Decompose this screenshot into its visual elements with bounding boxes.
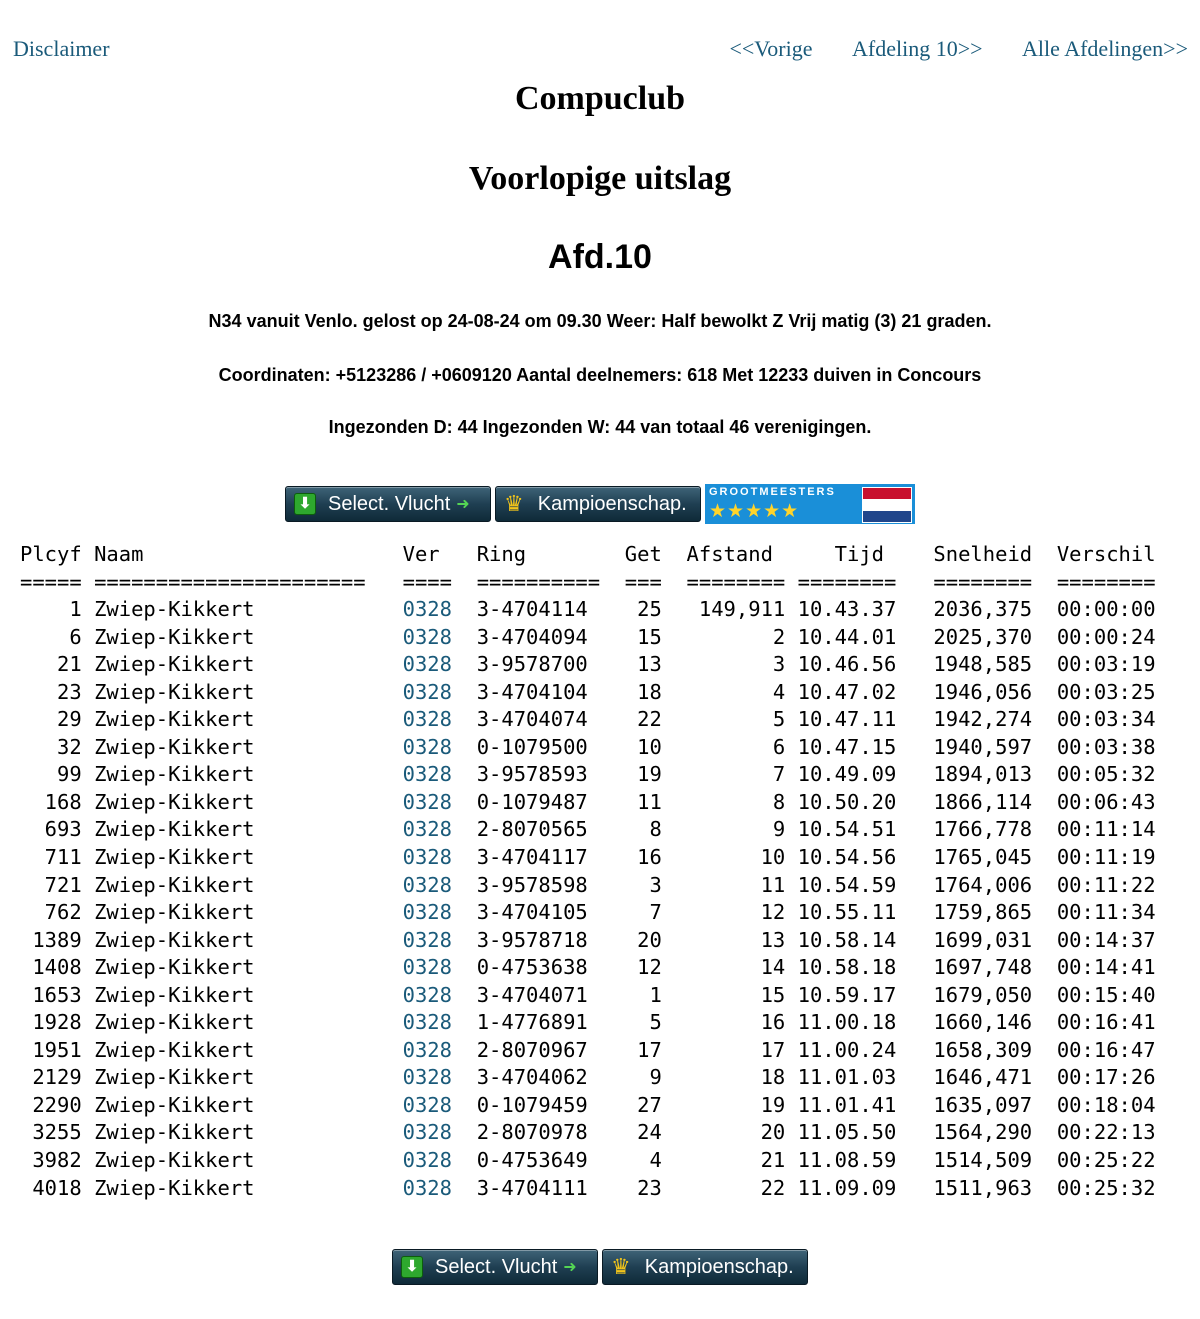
cell-naam: Zwiep-Kikkert	[94, 707, 366, 732]
cell-verschil: 00:11:34	[1056, 900, 1156, 925]
cell-afstand: 6	[686, 734, 786, 759]
cell-naam: Zwiep-Kikkert	[94, 679, 366, 704]
cell-afstand: 17	[686, 1037, 786, 1062]
header-ring: Ring	[476, 542, 601, 566]
cell-ring: 1-4776891	[476, 1010, 601, 1035]
cell-naam: Zwiep-Kikkert	[94, 652, 366, 677]
separator-ring: ==========	[476, 569, 601, 594]
cell-snelheid: 1942,274	[933, 707, 1033, 732]
cell-afstand: 21	[686, 1148, 786, 1173]
cell-get: 27	[624, 1092, 662, 1117]
cell-tijd: 10.54.59	[797, 872, 897, 897]
cell-ver[interactable]: 0328	[402, 652, 452, 677]
cell-get: 17	[624, 1037, 662, 1062]
separator-get: ===	[624, 569, 662, 594]
cell-ver[interactable]: 0328	[402, 955, 452, 980]
cell-afstand: 9	[686, 817, 786, 842]
cell-ver[interactable]: 0328	[402, 679, 452, 704]
cell-get: 16	[624, 845, 662, 870]
cell-verschil: 00:05:32	[1056, 762, 1156, 787]
cell-get: 18	[624, 679, 662, 704]
table-row	[20, 1010, 1156, 1034]
cell-get: 1	[624, 982, 662, 1007]
table-row	[20, 873, 1156, 897]
separator-afstand: ========	[686, 569, 786, 594]
cell-tijd: 10.58.14	[797, 927, 897, 952]
cell-plcyf: 1408	[20, 955, 82, 980]
cell-tijd: 10.47.11	[797, 707, 897, 732]
cell-tijd: 10.54.51	[797, 817, 897, 842]
cell-verschil: 00:14:41	[1056, 955, 1156, 980]
table-row	[20, 707, 1156, 731]
cell-naam: Zwiep-Kikkert	[94, 1065, 366, 1090]
table-row	[20, 1120, 1156, 1144]
grootmeesters-badge[interactable]	[705, 484, 915, 524]
table-row	[20, 680, 1156, 704]
cell-ring: 0-4753649	[476, 1148, 601, 1173]
cell-ring: 3-4704111	[476, 1175, 601, 1200]
select-vlucht-label: Select. Vlucht	[435, 1255, 558, 1278]
cell-get: 13	[624, 652, 662, 677]
header-tijd: Tijd	[797, 542, 897, 566]
cell-plcyf: 3255	[20, 1120, 82, 1145]
cell-get: 5	[624, 1010, 662, 1035]
grootmeesters-label: GROOTMEESTERS	[709, 486, 836, 498]
cell-ring: 3-4704074	[476, 707, 601, 732]
cell-snelheid: 1766,778	[933, 817, 1033, 842]
cell-snelheid: 1866,114	[933, 789, 1033, 814]
cell-ring: 3-4704094	[476, 624, 601, 649]
cell-verschil: 00:16:41	[1056, 1010, 1156, 1035]
cell-tijd: 11.00.18	[797, 1010, 897, 1035]
flight-info: N34 vanuit Venlo. gelost op 24-08-24 om 09.30 Weer: Half bewolkt Z Vrij matig (3) 21 graden.	[208, 311, 992, 331]
cell-plcyf: 1389	[20, 927, 82, 952]
bottom-button-row	[0, 1249, 1200, 1285]
cell-verschil: 00:00:24	[1056, 624, 1156, 649]
cell-tijd: 10.59.17	[797, 982, 897, 1007]
cell-plcyf: 32	[20, 734, 82, 759]
cell-naam: Zwiep-Kikkert	[94, 845, 366, 870]
cell-get: 4	[624, 1148, 662, 1173]
cell-naam: Zwiep-Kikkert	[94, 1120, 366, 1145]
cell-plcyf: 1653	[20, 982, 82, 1007]
cell-afstand: 3	[686, 652, 786, 677]
cell-plcyf: 3982	[20, 1148, 82, 1173]
cell-snelheid: 1514,509	[933, 1148, 1033, 1173]
separator-snelheid: ========	[933, 569, 1033, 594]
cell-snelheid: 1635,097	[933, 1092, 1033, 1117]
disclaimer-link[interactable]: Disclaimer	[13, 36, 110, 61]
cell-snelheid: 1946,056	[933, 679, 1033, 704]
download-icon: ⬇	[294, 493, 316, 515]
cell-ring: 0-1079487	[476, 789, 601, 814]
cell-snelheid: 2036,375	[933, 597, 1033, 622]
cell-verschil: 00:11:22	[1056, 872, 1156, 897]
cell-verschil: 00:17:26	[1056, 1065, 1156, 1090]
kampioenschap-button[interactable]	[602, 1249, 808, 1285]
cell-get: 7	[624, 900, 662, 925]
header-ver: Ver	[402, 542, 452, 566]
cell-snelheid: 1894,013	[933, 762, 1033, 787]
cell-ver[interactable]: 0328	[402, 845, 452, 870]
cell-verschil: 00:03:34	[1056, 707, 1156, 732]
page-nav-links	[695, 36, 1188, 62]
cell-ver[interactable]: 0328	[402, 1010, 452, 1035]
cell-ring: 3-9578718	[476, 927, 601, 952]
table-row	[20, 597, 1156, 621]
header-plcyf: Plcyf	[20, 542, 82, 566]
cell-get: 23	[624, 1175, 662, 1200]
cell-plcyf: 21	[20, 652, 82, 677]
cell-get: 11	[624, 789, 662, 814]
kampioenschap-label: Kampioenschap.	[537, 492, 687, 515]
header-snelheid: Snelheid	[933, 542, 1033, 566]
cell-naam: Zwiep-Kikkert	[94, 597, 366, 622]
table-header	[20, 542, 1156, 566]
results-table	[20, 541, 1156, 1202]
cell-get: 22	[624, 707, 662, 732]
next-afdeling-link[interactable]: Afdeling 10>>	[852, 36, 983, 61]
cell-ver[interactable]: 0328	[402, 982, 452, 1007]
cell-afstand: 22	[686, 1175, 786, 1200]
table-row	[20, 1065, 1156, 1089]
afdeling-title: Afd.10	[548, 238, 652, 276]
kampioenschap-label: Kampioenschap.	[644, 1255, 794, 1278]
cell-afstand: 12	[686, 900, 786, 925]
cell-ver[interactable]: 0328	[402, 597, 452, 622]
separator-naam: ======================	[94, 569, 366, 594]
cell-tijd: 11.01.41	[797, 1092, 897, 1117]
cell-ring: 3-4704062	[476, 1065, 601, 1090]
table-row	[20, 900, 1156, 924]
cell-verschil: 00:00:00	[1056, 597, 1156, 622]
cell-ver[interactable]: 0328	[402, 900, 452, 925]
cell-afstand: 5	[686, 707, 786, 732]
header-verschil: Verschil	[1056, 542, 1156, 566]
cell-plcyf: 99	[20, 762, 82, 787]
submission-info: Ingezonden D: 44 Ingezonden W: 44 van totaal 46 verenigingen.	[328, 417, 872, 437]
cell-tijd: 10.54.56	[797, 845, 897, 870]
cell-ver[interactable]: 0328	[402, 1120, 452, 1145]
cell-ring: 0-4753638	[476, 955, 601, 980]
header-get: Get	[624, 542, 662, 566]
cell-naam: Zwiep-Kikkert	[94, 734, 366, 759]
cell-snelheid: 1646,471	[933, 1065, 1033, 1090]
all-afdelingen-link[interactable]: Alle Afdelingen>>	[1022, 36, 1188, 61]
cell-ver[interactable]: 0328	[402, 1092, 452, 1117]
cell-plcyf: 693	[20, 817, 82, 842]
cell-afstand: 149,911	[686, 597, 786, 622]
stars-icon: ★★★★★	[709, 501, 800, 522]
cell-ver[interactable]: 0328	[402, 1175, 452, 1200]
separator-tijd: ========	[797, 569, 897, 594]
top-button-row	[0, 486, 1200, 524]
crown-icon: ♛	[504, 491, 524, 516]
table-row	[20, 762, 1156, 786]
cell-get: 25	[624, 597, 662, 622]
select-vlucht-button[interactable]	[285, 486, 491, 522]
cell-verschil: 00:18:04	[1056, 1092, 1156, 1117]
kampioenschap-button[interactable]	[495, 486, 701, 522]
cell-ver[interactable]: 0328	[402, 1065, 452, 1090]
table-separator	[20, 570, 1156, 594]
cell-ring: 2-8070967	[476, 1037, 601, 1062]
cell-plcyf: 2129	[20, 1065, 82, 1090]
cell-get: 15	[624, 624, 662, 649]
cell-verschil: 00:03:19	[1056, 652, 1156, 677]
cell-naam: Zwiep-Kikkert	[94, 624, 366, 649]
cell-afstand: 2	[686, 624, 786, 649]
club-title: Compuclub	[514, 80, 686, 117]
table-row	[20, 817, 1156, 841]
cell-naam: Zwiep-Kikkert	[94, 900, 366, 925]
cell-verschil: 00:11:14	[1056, 817, 1156, 842]
cell-get: 12	[624, 955, 662, 980]
cell-afstand: 20	[686, 1120, 786, 1145]
netherlands-flag-icon	[862, 487, 912, 523]
cell-tijd: 10.47.15	[797, 734, 897, 759]
table-row	[20, 845, 1156, 869]
cell-plcyf: 721	[20, 872, 82, 897]
cell-get: 9	[624, 1065, 662, 1090]
cell-tijd: 10.49.09	[797, 762, 897, 787]
cell-verschil: 00:25:22	[1056, 1148, 1156, 1173]
crown-icon: ♛	[611, 1254, 631, 1279]
header-afstand: Afstand	[686, 542, 786, 566]
cell-verschil: 00:25:32	[1056, 1175, 1156, 1200]
cell-snelheid: 1697,748	[933, 955, 1033, 980]
cell-naam: Zwiep-Kikkert	[94, 762, 366, 787]
cell-verschil: 00:22:13	[1056, 1120, 1156, 1145]
cell-verschil: 00:11:19	[1056, 845, 1156, 870]
cell-snelheid: 1511,963	[933, 1175, 1033, 1200]
coordinates-info: Coordinaten: +5123286 / +0609120 Aantal deelnemers: 618 Met 12233 duiven in Concours	[218, 365, 982, 385]
cell-naam: Zwiep-Kikkert	[94, 1148, 366, 1173]
cell-afstand: 7	[686, 762, 786, 787]
cell-naam: Zwiep-Kikkert	[94, 1037, 366, 1062]
cell-snelheid: 1764,006	[933, 872, 1033, 897]
cell-plcyf: 1951	[20, 1037, 82, 1062]
cell-ring: 2-8070978	[476, 1120, 601, 1145]
cell-plcyf: 4018	[20, 1175, 82, 1200]
cell-snelheid: 1564,290	[933, 1120, 1033, 1145]
previous-link[interactable]: <<Vorige	[729, 36, 813, 61]
separator-plcyf: =====	[20, 569, 82, 594]
cell-verschil: 00:03:25	[1056, 679, 1156, 704]
cell-ver[interactable]: 0328	[402, 707, 452, 732]
cell-naam: Zwiep-Kikkert	[94, 1175, 366, 1200]
cell-naam: Zwiep-Kikkert	[94, 955, 366, 980]
cell-plcyf: 711	[20, 845, 82, 870]
select-vlucht-button[interactable]	[392, 1249, 598, 1285]
cell-tijd: 11.09.09	[797, 1175, 897, 1200]
cell-snelheid: 1658,309	[933, 1037, 1033, 1062]
cell-tijd: 11.01.03	[797, 1065, 897, 1090]
cell-afstand: 16	[686, 1010, 786, 1035]
cell-get: 19	[624, 762, 662, 787]
cell-afstand: 18	[686, 1065, 786, 1090]
cell-ver[interactable]: 0328	[402, 762, 452, 787]
cell-get: 8	[624, 817, 662, 842]
cell-get: 20	[624, 927, 662, 952]
cell-naam: Zwiep-Kikkert	[94, 872, 366, 897]
top-navigation	[0, 36, 1200, 66]
table-row	[20, 1176, 1156, 1200]
cell-ring: 3-9578593	[476, 762, 601, 787]
cell-afstand: 13	[686, 927, 786, 952]
cell-snelheid: 1660,146	[933, 1010, 1033, 1035]
cell-naam: Zwiep-Kikkert	[94, 927, 366, 952]
cell-get: 3	[624, 872, 662, 897]
table-row	[20, 983, 1156, 1007]
cell-verschil: 00:15:40	[1056, 982, 1156, 1007]
cell-naam: Zwiep-Kikkert	[94, 817, 366, 842]
cell-tijd: 10.43.37	[797, 597, 897, 622]
cell-snelheid: 1765,045	[933, 845, 1033, 870]
table-row	[20, 735, 1156, 759]
cell-afstand: 11	[686, 872, 786, 897]
cell-naam: Zwiep-Kikkert	[94, 1092, 366, 1117]
cell-ring: 0-1079500	[476, 734, 601, 759]
cell-plcyf: 2290	[20, 1092, 82, 1117]
table-row	[20, 955, 1156, 979]
table-row	[20, 928, 1156, 952]
download-icon: ⬇	[401, 1256, 423, 1278]
cell-verschil: 00:16:47	[1056, 1037, 1156, 1062]
separator-verschil: ========	[1056, 569, 1156, 594]
cell-tijd: 10.58.18	[797, 955, 897, 980]
cell-verschil: 00:03:38	[1056, 734, 1156, 759]
table-row	[20, 1148, 1156, 1172]
cell-plcyf: 1928	[20, 1010, 82, 1035]
cell-snelheid: 1948,585	[933, 652, 1033, 677]
cell-plcyf: 29	[20, 707, 82, 732]
cell-plcyf: 762	[20, 900, 82, 925]
table-row	[20, 652, 1156, 676]
cell-tijd: 10.55.11	[797, 900, 897, 925]
cell-afstand: 8	[686, 789, 786, 814]
cell-tijd: 11.00.24	[797, 1037, 897, 1062]
cell-snelheid: 1679,050	[933, 982, 1033, 1007]
table-row	[20, 625, 1156, 649]
cell-afstand: 14	[686, 955, 786, 980]
cell-tijd: 10.44.01	[797, 624, 897, 649]
cell-plcyf: 23	[20, 679, 82, 704]
cell-ring: 3-4704105	[476, 900, 601, 925]
cell-afstand: 19	[686, 1092, 786, 1117]
select-vlucht-label: Select. Vlucht	[328, 492, 451, 515]
table-row	[20, 1038, 1156, 1062]
cell-naam: Zwiep-Kikkert	[94, 789, 366, 814]
cell-ring: 3-4704114	[476, 597, 601, 622]
cell-ring: 3-4704071	[476, 982, 601, 1007]
cell-tijd: 11.08.59	[797, 1148, 897, 1173]
cell-ver[interactable]: 0328	[402, 789, 452, 814]
cell-afstand: 15	[686, 982, 786, 1007]
cell-ver[interactable]: 0328	[402, 872, 452, 897]
cell-ver[interactable]: 0328	[402, 1148, 452, 1173]
cell-plcyf: 1	[20, 597, 82, 622]
page-title: Voorlopige uitslag	[468, 160, 732, 197]
cell-ring: 0-1079459	[476, 1092, 601, 1117]
cell-snelheid: 1759,865	[933, 900, 1033, 925]
cell-ver[interactable]: 0328	[402, 734, 452, 759]
cell-snelheid: 1940,597	[933, 734, 1033, 759]
cell-tijd: 10.50.20	[797, 789, 897, 814]
cell-tijd: 11.05.50	[797, 1120, 897, 1145]
table-row	[20, 790, 1156, 814]
cell-get: 24	[624, 1120, 662, 1145]
cell-ver[interactable]: 0328	[402, 1037, 452, 1062]
cell-ring: 2-8070565	[476, 817, 601, 842]
cell-tijd: 10.46.56	[797, 652, 897, 677]
cell-snelheid: 2025,370	[933, 624, 1033, 649]
header-naam: Naam	[94, 542, 366, 566]
cell-get: 10	[624, 734, 662, 759]
cell-tijd: 10.47.02	[797, 679, 897, 704]
table-row	[20, 1093, 1156, 1117]
cell-ver[interactable]: 0328	[402, 817, 452, 842]
cell-ring: 3-4704117	[476, 845, 601, 870]
arrow-right-icon: ➜	[563, 1259, 577, 1276]
cell-ring: 3-4704104	[476, 679, 601, 704]
cell-verschil: 00:06:43	[1056, 789, 1156, 814]
cell-plcyf: 168	[20, 789, 82, 814]
cell-plcyf: 6	[20, 624, 82, 649]
arrow-right-icon: ➜	[456, 496, 470, 513]
cell-snelheid: 1699,031	[933, 927, 1033, 952]
cell-naam: Zwiep-Kikkert	[94, 1010, 366, 1035]
cell-naam: Zwiep-Kikkert	[94, 982, 366, 1007]
cell-ver[interactable]: 0328	[402, 624, 452, 649]
cell-ring: 3-9578598	[476, 872, 601, 897]
cell-ring: 3-9578700	[476, 652, 601, 677]
cell-verschil: 00:14:37	[1056, 927, 1156, 952]
cell-afstand: 4	[686, 679, 786, 704]
cell-afstand: 10	[686, 845, 786, 870]
separator-ver: ====	[402, 569, 452, 594]
cell-ver[interactable]: 0328	[402, 927, 452, 952]
